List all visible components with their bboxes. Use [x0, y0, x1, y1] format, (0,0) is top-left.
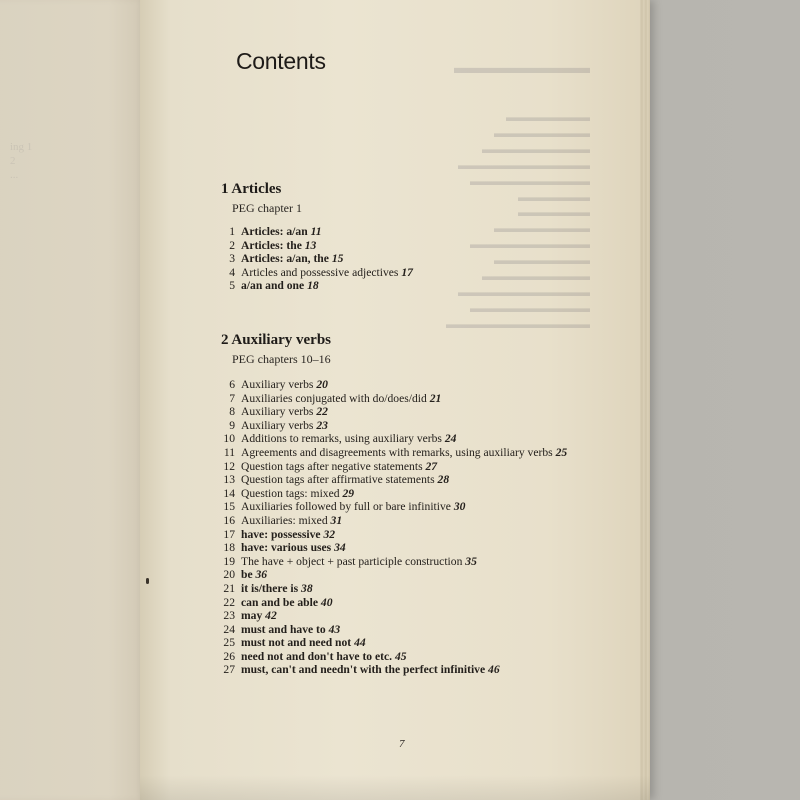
- bleed-through-text: ▬▬▬▬▬▬▬▬ ▬▬▬▬▬▬▬ ▬▬▬▬▬▬▬▬ ▬▬▬▬▬▬▬▬▬ ▬▬▬▬▬▬▬▬▬▬▬ ▬▬▬▬▬▬▬▬▬▬ ▬▬▬▬▬▬ ▬▬▬▬▬▬ ▬▬▬▬▬▬▬▬ ▬▬▬▬▬▬▬▬▬▬ ▬▬▬▬▬▬▬▬ ▬▬▬▬▬▬▬▬▬ ▬▬▬▬▬▬▬▬▬▬▬ ▬▬▬▬▬▬▬▬▬▬ ▬▬▬▬▬▬▬▬▬▬▬▬: [446, 58, 590, 331]
- toc-entry-number: 20: [223, 568, 235, 582]
- toc-entry-page: 13: [304, 238, 317, 252]
- toc-entry: [221, 460, 571, 474]
- toc-entry-number: 10: [223, 432, 235, 446]
- toc-entry: [221, 609, 571, 623]
- toc-entry-text: Agreements and disagreements with remarks, using auxiliary verbs: [241, 445, 553, 459]
- toc-entry: [221, 568, 571, 582]
- toc-entry-number: 11: [223, 445, 235, 459]
- toc-entry-text: Additions to remarks, using auxiliary verbs: [241, 432, 442, 446]
- page-title: Contents: [236, 48, 326, 74]
- toc-entry-page: 45: [394, 649, 407, 663]
- toc-entry-text: Articles and possessive adjectives: [241, 265, 399, 279]
- toc-entry-text: The have + object + past participle construction: [241, 554, 463, 568]
- toc-entry: [221, 623, 571, 637]
- toc-entry: [221, 405, 571, 419]
- toc-entry-page: 21: [429, 391, 442, 405]
- toc-entry-page: 20: [316, 378, 328, 391]
- toc-entry-text: Articles: the: [241, 238, 302, 252]
- toc-entry-number: 26: [223, 649, 235, 663]
- toc-entry-page: 32: [323, 527, 336, 541]
- toc-entry-text: Question tags after affirmative statements: [241, 473, 435, 487]
- toc-entry-page: 29: [342, 486, 355, 500]
- toc-entry: [221, 225, 571, 239]
- toc-entry: [221, 378, 571, 392]
- toc-entry-page: 40: [320, 595, 333, 609]
- toc-entry: [221, 239, 571, 253]
- toc-entry-text: be: [241, 568, 253, 582]
- page-number: 7: [399, 738, 405, 750]
- toc-entry-text: Question tags: mixed: [241, 486, 340, 500]
- toc-entry: [221, 419, 571, 433]
- toc-entry-text: Question tags after negative statements: [241, 459, 423, 473]
- toc-entry-number: 12: [223, 459, 235, 473]
- toc-entry: [221, 541, 571, 555]
- toc-entry-text: have: various uses: [241, 541, 332, 555]
- toc-entry-page: 27: [425, 459, 438, 473]
- toc-entry: [221, 596, 571, 610]
- toc-entry: [221, 473, 571, 487]
- toc-entry-number: 16: [223, 513, 235, 527]
- bottom-shadow: [140, 775, 650, 800]
- toc-entry-page: 15: [331, 252, 344, 266]
- toc-entry-text: must, can't and needn't with the perfect infinitive: [241, 663, 486, 677]
- toc-entry-number: 22: [223, 595, 235, 609]
- toc-entry-number: 15: [223, 500, 235, 514]
- toc-entry: [221, 392, 571, 406]
- toc-entry-number: 3: [229, 252, 235, 266]
- toc-entry: [221, 663, 571, 677]
- toc-entry-number: 7: [229, 391, 235, 405]
- toc-entry: [221, 650, 571, 664]
- toc-entry-text: must not and need not: [241, 636, 352, 650]
- section-subheading-articles: PEG chapter 1: [232, 201, 302, 215]
- toc-entry-text: Articles: a/an: [241, 225, 308, 238]
- toc-entry-number: 21: [223, 581, 235, 595]
- toc-entry: [221, 514, 571, 528]
- toc-entry-page: 11: [310, 225, 322, 238]
- toc-entry-text: Auxiliary verbs: [241, 405, 314, 419]
- toc-entry-page: 31: [330, 513, 343, 527]
- toc-entry-text: it is/there is: [241, 581, 299, 595]
- toc-entry-page: 30: [453, 500, 466, 514]
- toc-entry-text: have: possessive: [241, 527, 321, 541]
- toc-list-auxiliary-verbs: [221, 378, 571, 677]
- toc-entry-page: 28: [437, 473, 450, 487]
- toc-entry-page: 42: [265, 609, 277, 623]
- toc-entry-page: 36: [255, 568, 268, 582]
- toc-entry-number: 9: [229, 418, 235, 432]
- toc-entry-text: can and be able: [241, 595, 318, 609]
- section-subheading-auxiliary-verbs: PEG chapters 10–16: [232, 352, 331, 366]
- toc-entry: [221, 266, 571, 280]
- toc-entry: [221, 432, 571, 446]
- toc-entry: [221, 500, 571, 514]
- toc-entry: [221, 252, 571, 266]
- toc-entry-number: 14: [223, 486, 235, 500]
- toc-entry-page: 22: [316, 405, 328, 419]
- toc-entry-text: Auxiliaries followed by full or bare infinitive: [241, 500, 451, 514]
- toc-entry-number: 5: [229, 279, 235, 293]
- toc-entry-number: 18: [223, 541, 235, 555]
- toc-entry: [221, 446, 571, 460]
- toc-entry-text: must and have to: [241, 622, 326, 636]
- toc-entry-number: 27: [223, 663, 235, 677]
- toc-entry-page: 43: [328, 622, 341, 636]
- toc-entry-text: a/an and one: [241, 279, 305, 293]
- toc-entry-number: 6: [229, 378, 235, 391]
- toc-entry-page: 46: [488, 663, 500, 677]
- section-heading-auxiliary-verbs: 2 Auxiliary verbs: [221, 332, 332, 348]
- toc-entry: [221, 487, 571, 501]
- toc-entry: [221, 582, 571, 596]
- toc-entry-number: 17: [223, 527, 235, 541]
- toc-entry-number: 4: [229, 265, 235, 279]
- toc-entry-page: 34: [334, 541, 346, 555]
- toc-entry-page: 25: [555, 445, 568, 459]
- toc-entry: [221, 528, 571, 542]
- toc-entry-page: 44: [354, 636, 366, 650]
- toc-entry: [221, 636, 571, 650]
- toc-entry-number: 2: [229, 238, 235, 252]
- toc-entry-text: may: [241, 609, 263, 623]
- toc-entry-text: Auxiliary verbs: [241, 418, 314, 432]
- toc-entry-number: 19: [223, 554, 235, 568]
- left-page: ing 1 2 ...: [0, 0, 168, 800]
- toc-entry: [221, 555, 571, 569]
- toc-entry-page: 18: [307, 279, 319, 293]
- toc-entry-number: 1: [229, 225, 235, 238]
- toc-entry-page: 24: [444, 432, 457, 446]
- section-heading-articles: 1 Articles: [221, 181, 282, 197]
- page-edge-stack: [640, 0, 650, 800]
- ink-smudge: [146, 578, 149, 584]
- toc-entry-page: 23: [316, 418, 328, 432]
- toc-entry-number: 25: [223, 636, 235, 650]
- toc-entry: [221, 279, 571, 293]
- toc-entry-text: Auxiliaries: mixed: [241, 513, 328, 527]
- toc-entry-number: 8: [229, 405, 235, 419]
- toc-list-articles: [221, 225, 571, 293]
- toc-entry-number: 24: [223, 622, 235, 636]
- toc-entry-text: need not and don't have to etc.: [241, 649, 393, 663]
- toc-entry-text: Auxiliaries conjugated with do/does/did: [241, 391, 427, 405]
- toc-entry-number: 23: [223, 609, 235, 623]
- toc-entry-number: 13: [223, 473, 235, 487]
- toc-entry-text: Articles: a/an, the: [241, 252, 329, 266]
- toc-entry-page: 35: [465, 554, 477, 568]
- toc-entry-page: 38: [301, 581, 313, 595]
- toc-entry-page: 17: [401, 265, 413, 279]
- toc-entry-text: Auxiliary verbs: [241, 378, 314, 391]
